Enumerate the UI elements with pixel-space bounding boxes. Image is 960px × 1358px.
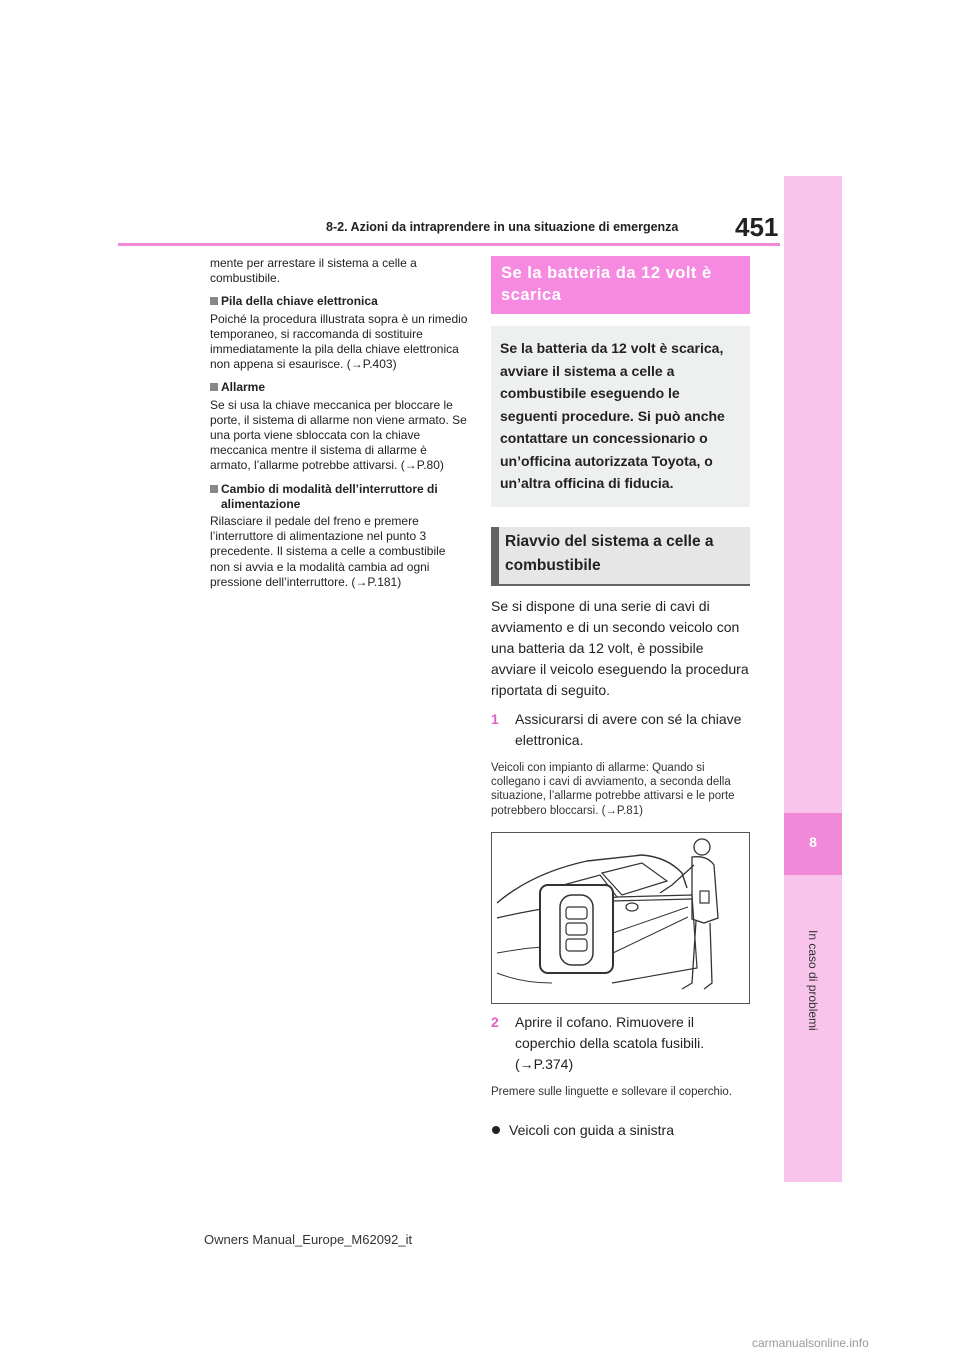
note-alarm: Veicoli con impianto di allarme: Quando si collegano i cavi di avviamento, a seconda della situazione, l’allarme potrebbe attivarsi e le porte potrebbero bloccarsi. (→P.81) bbox=[491, 761, 735, 817]
chapter-number: 8 bbox=[809, 834, 817, 850]
item-heading-alarm: Allarme bbox=[210, 380, 468, 395]
summary-box: Se la batteria da 12 volt è scarica, avviare il sistema a celle a combustibile eseguendo le seguenti procedure. Si può anche contattare un concessionario o un’officina autorizzata Toyota, o un’altra officina di fiducia. bbox=[491, 326, 750, 507]
intro-text: Se si dispone di una serie di cavi di avviamento e di un secondo veicolo con una batteria da 12 volt, è possibile avviare il veicolo eseguendo la procedura riportata di seguito. bbox=[491, 597, 749, 698]
item-text-alarm: Se si usa la chiave meccanica per bloccare le porte, il sistema di allarme non viene armato. Se una porta viene sbloccata con la chiave meccanica mentre il sistema di allarme è armato, l’allarme potrebbe attivarsi. (→P.80) bbox=[210, 397, 467, 473]
item-heading-power-switch: Cambio di modalità dell’interruttore di alimentazione bbox=[210, 482, 468, 512]
right-column bbox=[491, 256, 750, 1140]
item-text-battery: Poiché la procedura illustrata sopra è un rimedio temporaneo, si raccomanda di sostituire immediatamente la pila della chiave elettronica non appena si esaurisce. (→P.403) bbox=[210, 311, 468, 372]
left-column bbox=[210, 256, 468, 598]
step-1-number: 1 bbox=[491, 710, 499, 727]
header-rule bbox=[118, 243, 780, 246]
subheading: Riavvio del sistema a celle a combustibile bbox=[491, 527, 750, 586]
side-strip bbox=[784, 176, 842, 1182]
continuation-text: mente per arrestare il sistema a celle a combustibile. bbox=[210, 256, 417, 286]
step-2-text: Aprire il cofano. Rimuovere il coperchio della scatola fusibili. (→P.374) bbox=[515, 1014, 705, 1073]
step-1 bbox=[491, 709, 750, 751]
car-key-illustration bbox=[492, 833, 749, 1003]
note-fuse-cover: Premere sulle linguette e sollevare il coperchio. bbox=[491, 1086, 732, 1099]
bullet-lhd: Veicoli con guida a sinistra bbox=[491, 1120, 750, 1140]
watermark: carmanualsonline.info bbox=[752, 1336, 869, 1350]
manual-id: Owners Manual_Europe_M62092_it bbox=[204, 1232, 413, 1247]
step-2 bbox=[491, 1012, 750, 1075]
item-text-power-switch: Rilasciare il pedale del freno e premere l’interruttore di alimentazione nel punto 3 precedente. Il sistema a celle a combustibile non si avvia e la modalità cambia ad ogni pressione dell’interruttore. (→P.181) bbox=[210, 514, 446, 589]
step-2-number: 2 bbox=[491, 1014, 499, 1031]
chapter-label: In caso di problemi bbox=[806, 930, 820, 1031]
illustration-person-with-key bbox=[491, 832, 750, 1004]
item-heading-battery: Pila della chiave elettronica bbox=[210, 294, 468, 309]
section-title: 8-2. Azioni da intraprendere in una situazione di emergenza bbox=[326, 220, 679, 234]
pink-heading: Se la batteria da 12 volt è scarica bbox=[491, 256, 750, 314]
step-1-text: Assicurarsi di avere con sé la chiave elettronica. bbox=[515, 710, 742, 748]
page-number: 451 bbox=[735, 212, 779, 242]
